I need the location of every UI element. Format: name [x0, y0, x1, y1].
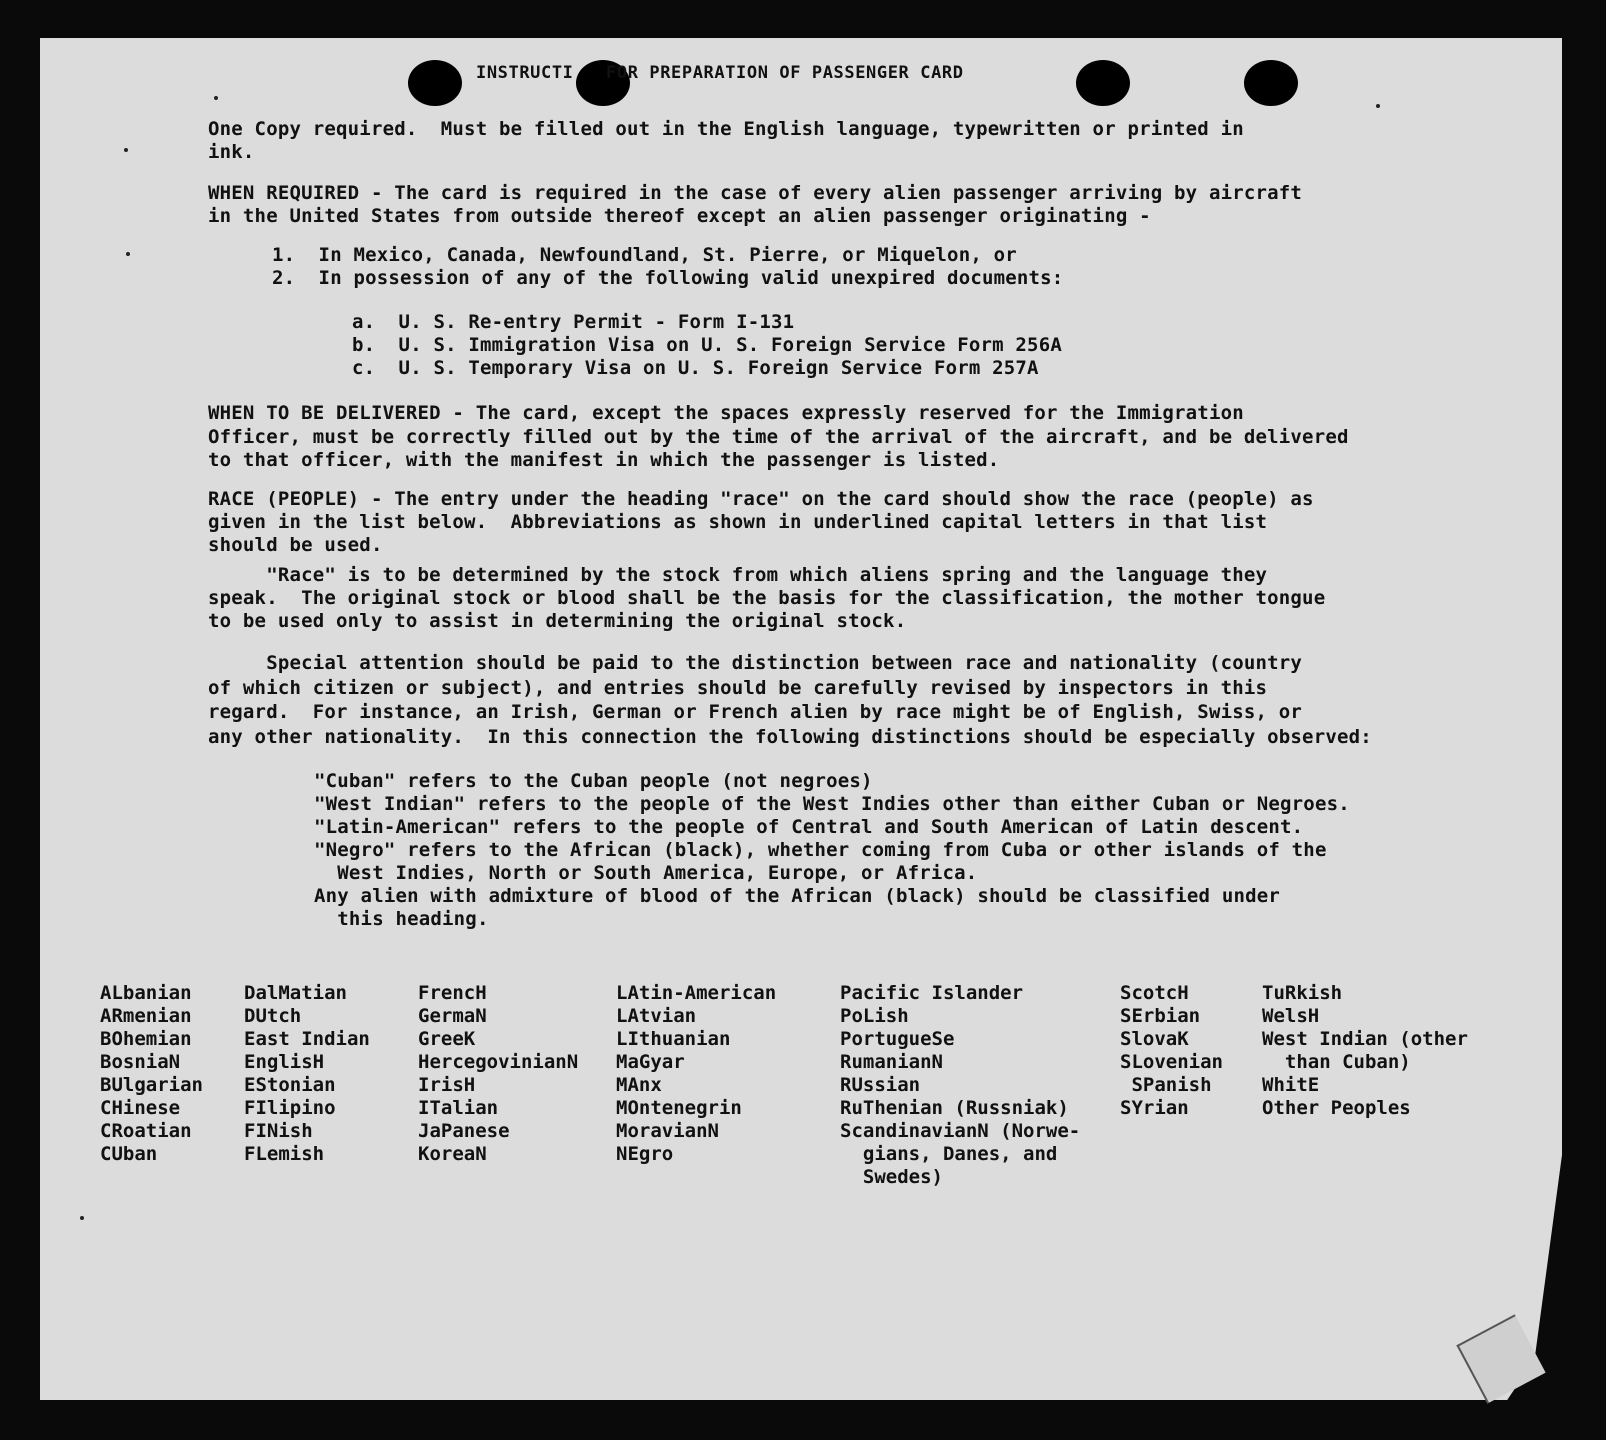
- document-item: a. U. S. Re-entry Permit - Form I-131: [352, 311, 795, 333]
- race-list-column: [616, 982, 776, 1166]
- punch-hole: [1244, 60, 1298, 106]
- race-entry: BUlgarian: [100, 1074, 203, 1096]
- document-item: b. U. S. Immigration Visa on U. S. Foreign Service Form 256A: [352, 334, 1062, 356]
- race-list-column: [1262, 982, 1468, 1120]
- when-delivered-line: to that officer, with the manifest in which the passenger is listed.: [208, 449, 1000, 471]
- race-list-column: [1120, 982, 1223, 1120]
- race-entry: BosniaN: [100, 1051, 181, 1073]
- race-entry: SErbian: [1120, 1005, 1201, 1027]
- race-entry: FIlipino: [244, 1097, 336, 1119]
- race-entry: EStonian: [244, 1074, 336, 1096]
- race-list-column: [840, 982, 1080, 1189]
- speck: [124, 148, 128, 152]
- race-entry: MOntenegrin: [616, 1097, 742, 1119]
- intro-line: ink.: [208, 141, 255, 163]
- when-required-line: in the United States from outside thereof except an alien passenger originating -: [208, 205, 1151, 227]
- race-line: should be used.: [208, 534, 383, 556]
- distinction-line: "Negro" refers to the African (black), whether coming from Cuba or other islands of the: [314, 839, 1327, 861]
- race-entry: TuRkish: [1262, 982, 1343, 1004]
- when-delivered-line: Officer, must be correctly filled out by the time of the arrival of the aircraft, and be delivered: [208, 426, 1349, 448]
- race-entry: SlovaK: [1120, 1028, 1189, 1050]
- distinction-line: West Indies, North or South America, Europe, or Africa.: [314, 862, 978, 884]
- race-entry: ScotcH: [1120, 982, 1189, 1004]
- race-entry: DalMatian: [244, 982, 347, 1004]
- when-delivered-line: WHEN TO BE DELIVERED - The card, except the spaces expressly reserved for the Immigration: [208, 402, 1244, 424]
- race-entry: RUssian: [840, 1074, 921, 1096]
- distinction-line: Any alien with admixture of blood of the African (black) should be classified under: [314, 885, 1281, 907]
- document-item: c. U. S. Temporary Visa on U. S. Foreign Service Form 257A: [352, 357, 1039, 379]
- race-entry: KoreaN: [418, 1143, 487, 1165]
- race-paragraph-line: regard. For instance, an Irish, German or French alien by race might be of English, Swiss, or: [208, 701, 1303, 723]
- race-entry: gians, Danes, and: [840, 1143, 1058, 1165]
- speck: [214, 96, 218, 100]
- race-line: given in the list below. Abbreviations as shown in underlined capital letters in that list: [208, 511, 1268, 533]
- distinction-line: this heading.: [314, 908, 489, 930]
- race-entry: MoravianN: [616, 1120, 719, 1142]
- race-entry: SYrian: [1120, 1097, 1189, 1119]
- race-entry: DUtch: [244, 1005, 302, 1027]
- race-entry: SPanish: [1120, 1074, 1212, 1096]
- race-entry: East Indian: [244, 1028, 370, 1050]
- origin-item: 2. In possession of any of the following valid unexpired documents:: [272, 267, 1064, 289]
- speck: [126, 252, 130, 256]
- document-title: INSTRUCTI FOR PREPARATION OF PASSENGER CARD: [476, 63, 964, 83]
- race-entry: ARmenian: [100, 1005, 192, 1027]
- distinction-line: "Latin-American" refers to the people of Central and South American of Latin descent.: [314, 816, 1304, 838]
- race-entry: Pacific Islander: [840, 982, 1024, 1004]
- race-entry: ScandinavianN (Norwe-: [840, 1120, 1081, 1142]
- race-entry: CHinese: [100, 1097, 181, 1119]
- race-entry: West Indian (other: [1262, 1028, 1468, 1050]
- race-list-column: [244, 982, 370, 1166]
- race-entry: CRoatian: [100, 1120, 192, 1142]
- race-entry: RumanianN: [840, 1051, 943, 1073]
- punch-hole: [1076, 60, 1130, 106]
- race-entry: Other Peoples: [1262, 1097, 1411, 1119]
- distinction-line: "Cuban" refers to the Cuban people (not negroes): [314, 770, 873, 792]
- race-entry: NEgro: [616, 1143, 674, 1165]
- when-required-line: WHEN REQUIRED - The card is required in the case of every alien passenger arriving by aircraft: [208, 182, 1303, 204]
- race-entry: HercegovinianN: [418, 1051, 579, 1073]
- race-entry: FrencH: [418, 982, 487, 1004]
- race-entry: LAtin-American: [616, 982, 777, 1004]
- race-entry: LAtvian: [616, 1005, 697, 1027]
- race-paragraph-line: to be used only to assist in determining the original stock.: [208, 610, 907, 632]
- race-paragraph-line: speak. The original stock or blood shall be the basis for the classification, the mother tongue: [208, 587, 1326, 609]
- race-entry: WhitE: [1262, 1074, 1320, 1096]
- distinction-line: "West Indian" refers to the people of the West Indies other than either Cuban or Negroes.: [314, 793, 1350, 815]
- race-line: RACE (PEOPLE) - The entry under the heading "race" on the card should show the race (people) as: [208, 488, 1314, 510]
- race-entry: RuThenian (Russniak): [840, 1097, 1069, 1119]
- race-entry: MAnx: [616, 1074, 662, 1096]
- race-entry: PoLish: [840, 1005, 909, 1027]
- race-entry: FINish: [244, 1120, 313, 1142]
- race-paragraph-line: of which citizen or subject), and entries should be carefully revised by inspectors in this: [208, 677, 1268, 699]
- race-entry: GermaN: [418, 1005, 487, 1027]
- race-entry: BOhemian: [100, 1028, 192, 1050]
- race-entry: WelsH: [1262, 1005, 1320, 1027]
- origin-item: 1. In Mexico, Canada, Newfoundland, St. Pierre, or Miquelon, or: [272, 244, 1017, 266]
- race-entry: SLovenian: [1120, 1051, 1223, 1073]
- speck: [80, 1216, 84, 1220]
- race-entry: GreeK: [418, 1028, 476, 1050]
- race-entry: LIthuanian: [616, 1028, 731, 1050]
- race-entry: FLemish: [244, 1143, 325, 1165]
- race-list-column: [418, 982, 578, 1166]
- speck: [1376, 104, 1380, 108]
- race-entry: than Cuban): [1262, 1051, 1411, 1073]
- race-list-column: [100, 982, 203, 1166]
- race-paragraph-line: any other nationality. In this connection the following distinctions should be especially observed:: [208, 726, 1372, 748]
- race-entry: ALbanian: [100, 982, 192, 1004]
- race-entry: MaGyar: [616, 1051, 685, 1073]
- race-entry: JaPanese: [418, 1120, 510, 1142]
- punch-hole: [408, 60, 462, 106]
- race-entry: PortugueSe: [840, 1028, 955, 1050]
- race-paragraph-line: Special attention should be paid to the distinction between race and nationality (country: [208, 652, 1303, 674]
- race-entry: IrisH: [418, 1074, 476, 1096]
- intro-line: One Copy required. Must be filled out in the English language, typewritten or printed in: [208, 118, 1244, 140]
- race-entry: EnglisH: [244, 1051, 325, 1073]
- race-entry: ITalian: [418, 1097, 499, 1119]
- race-entry: CUban: [100, 1143, 158, 1165]
- race-entry: Swedes): [840, 1166, 943, 1188]
- race-paragraph-line: "Race" is to be determined by the stock from which aliens spring and the language they: [208, 564, 1268, 586]
